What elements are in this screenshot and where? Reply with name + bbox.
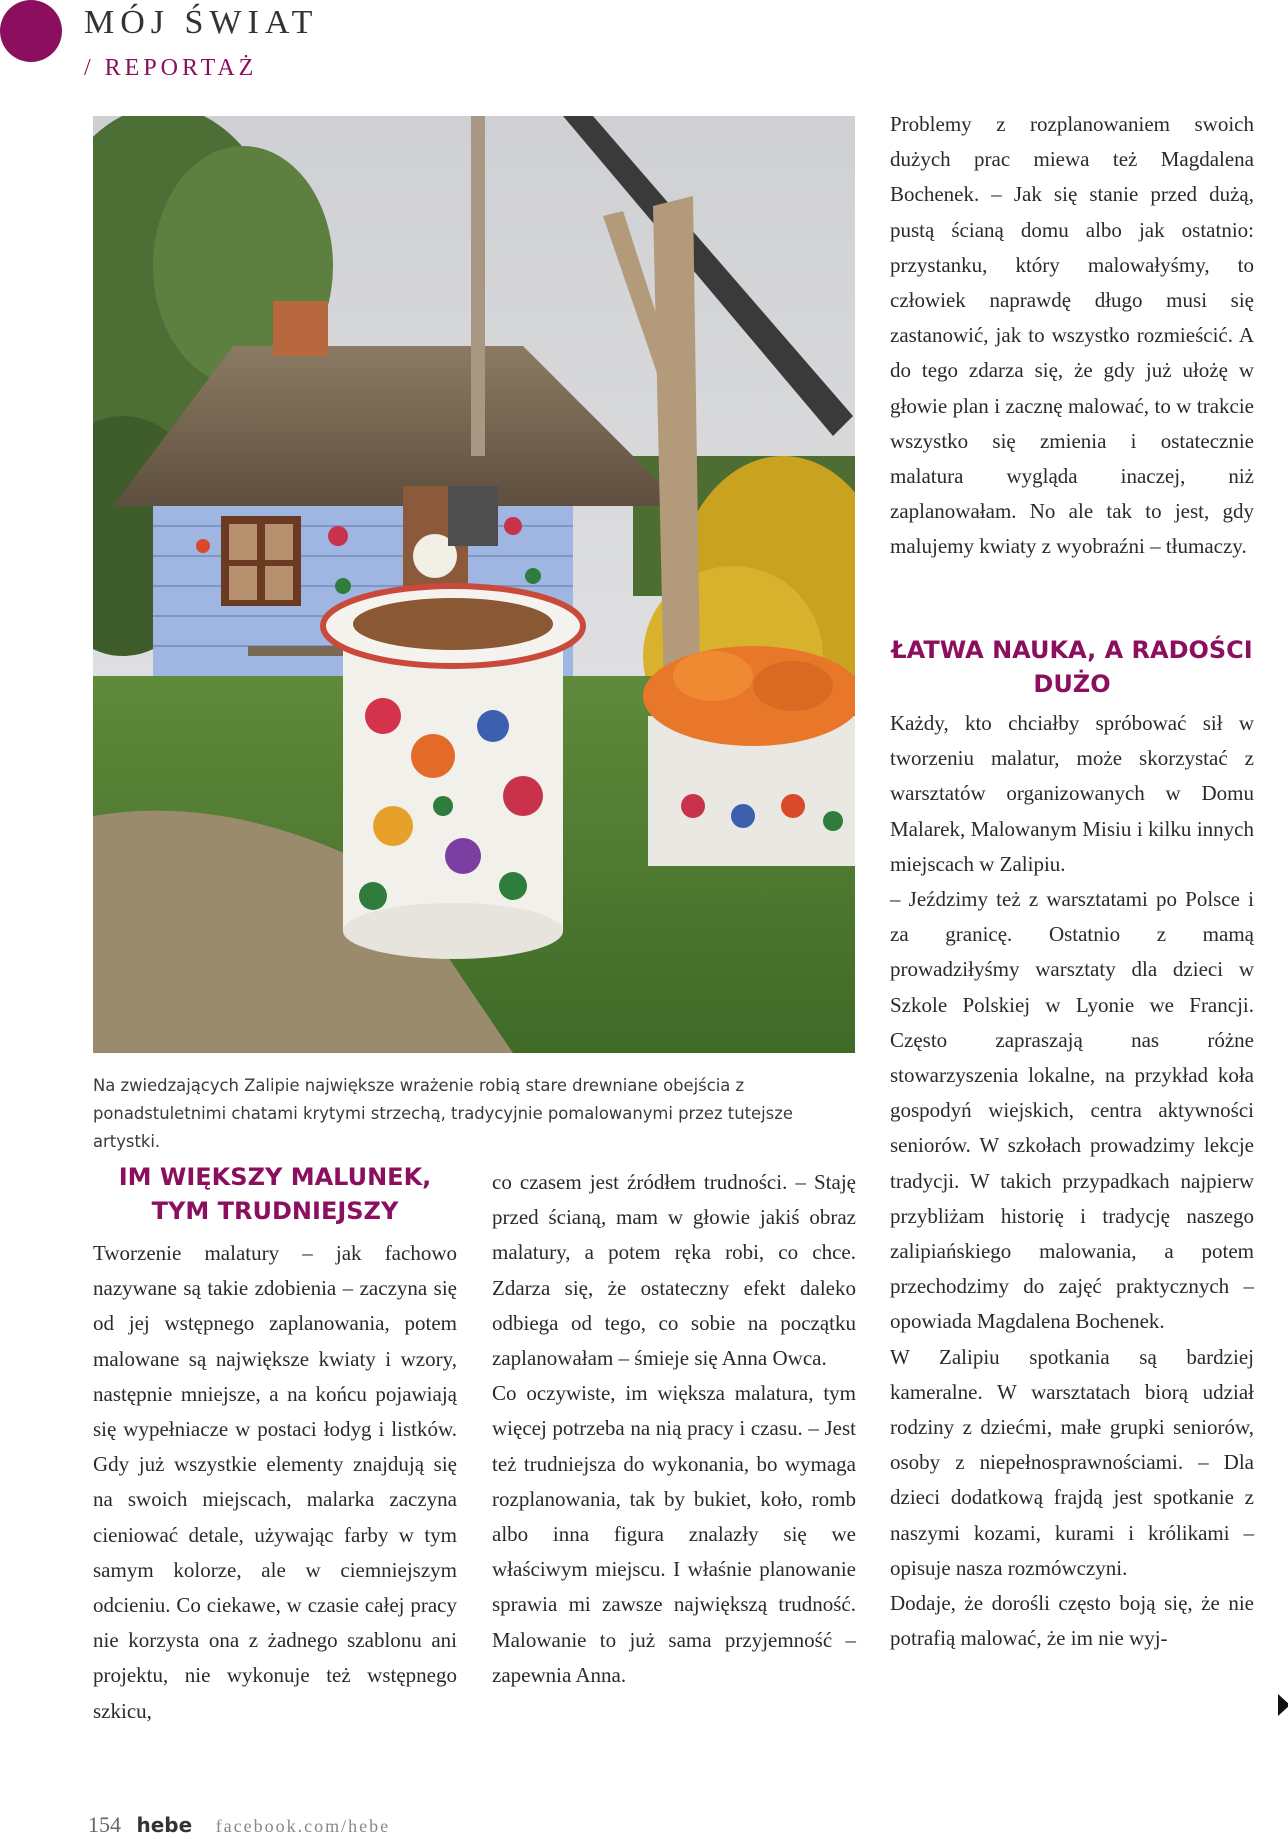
column-3-intro [890, 107, 1254, 565]
column-3-body [890, 706, 1254, 1656]
paragraph: Problemy z rozplanowaniem swoich dużych prac miewa też Magdalena Bochenek. – Jak się stanie przed dużą, pustą ścianą domu albo jak ostatnio: przystanku, który malowałyśmy, to człowiek naprawdę długo musi się zastanowić, jak to wszystko rozmieścić. A do tego zdarza się, że gdy już ułożę w głowie plan i zacznę malować, to w trakcie wszystko się zmienia i ostatecznie malatura wygląda inaczej, niż zaplanowałam. No ale tak to jest, gdy malujemy kwiaty z wyobraźni – tłumaczy. [890, 112, 1254, 559]
page-footer [88, 1812, 390, 1838]
paragraph: Co oczywiste, im większa malatura, tym więcej potrzeba na nią pracy i czasu. – Jest też trudniejsza do wykonania, bo wymaga rozplanowania, tak by bukiet, koło, romb albo inna figura znalazły się we właściwym miejscu. I właśnie planowanie sprawia mi zawsze największą trudność. Malowanie to już sama przyjemność – zapewnia Anna. [492, 1381, 856, 1687]
facebook-link[interactable]: facebook.com/hebe [215, 1816, 391, 1836]
col1-heading: IM WIĘKSZY MALUNEK, TYM TRUDNIEJSZY [118, 1163, 432, 1225]
paragraph: Tworzenie malatury – jak fachowo nazywane są takie zdobienia – zaczyna się od jej wstępnego zaplanowania, potem malowane są największe kwiaty i wzory, następnie mniejsze, a na końcu pojawiają się wypełniacze w postaci łodyg i listków. Gdy już wszystkie elementy znajdują się na swoich miejscach, malarka zaczyna cieniować detale, używając farby w tym samym kolorze, ale w ciemniejszym odcieniu. Co ciekawe, w czasie całej pracy nie korzysta ona z żadnego szablonu ani projektu, nie wykonuje też wstępnego szkicu, [93, 1241, 457, 1723]
section-subtitle: / REPORTAŻ [84, 55, 258, 81]
zalipie-painted-cottage-photo [93, 116, 855, 1053]
photo-caption: Na zwiedzających Zalipie największe wrażenie robią stare drewniane obejścia z ponadstuletnimi chatami krytymi strzechą, tradycyjnie pomalowanymi przez tutejsze artystki. [93, 1076, 793, 1151]
paragraph: Dodaje, że dorośli często boją się, że nie potrafią malować, że im nie wyj- [890, 1591, 1254, 1651]
page-number: 154 [88, 1812, 121, 1837]
magazine-logo: hebe [136, 1813, 193, 1837]
section-title: MÓJ ŚWIAT [84, 4, 319, 41]
paragraph: Każdy, kto chciałby spróbować sił w tworzeniu malatur, może skorzystać z warsztatów organizowanych w Domu Malarek, Malowanym Misiu i kilku innych miejscach w Zalipiu. [890, 711, 1254, 876]
paragraph: co czasem jest źródłem trudności. – Staję przed ścianą, mam w głowie jakiś obraz malatury, a potem ręka robi, co chce. Zdarza się, że ostateczny efekt daleko odbiega od tego, co sobie na początku zaplanowałam – śmieje się Anna Owca. [492, 1170, 856, 1371]
paragraph: W Zalipiu spotkania są bardziej kameralne. W warsztatach biorą udział rodziny z dziećmi, małe grupki seniorów, osoby z niepełnosprawnościami. – Dla dzieci dodatkową frajdą jest spotkanie z naszymi kozami, kurami i królikami – opisuje nasza rozmówczyni. [890, 1344, 1254, 1580]
section-marker-circle [0, 0, 62, 62]
paragraph: – Jeździmy też z warsztatami po Polsce i za granicę. Ostatnio z mamą prowadziłyśmy warsztaty dla dzieci w Szkole Polskiej w Lyonie we Francji. Często zapraszają nas różne stowarzyszenia lokalne, na przykład koła gospodyń wiejskich, centra aktywności seniorów. W szkołach prowadzimy lekcje tradycji. W takich przypadkach najpierw przybliżam historię i tradycję naszego zalipiańskiego malowania, a potem przechodzimy do zajęć praktycznych – opowiada Magdalena Bochenek. [890, 887, 1254, 1334]
col3-heading: ŁATWA NAUKA, A RADOŚCI DUŻO [891, 636, 1253, 698]
column-1 [93, 1236, 457, 1729]
column-2 [492, 1165, 856, 1693]
continue-arrow-icon [1278, 1694, 1288, 1716]
